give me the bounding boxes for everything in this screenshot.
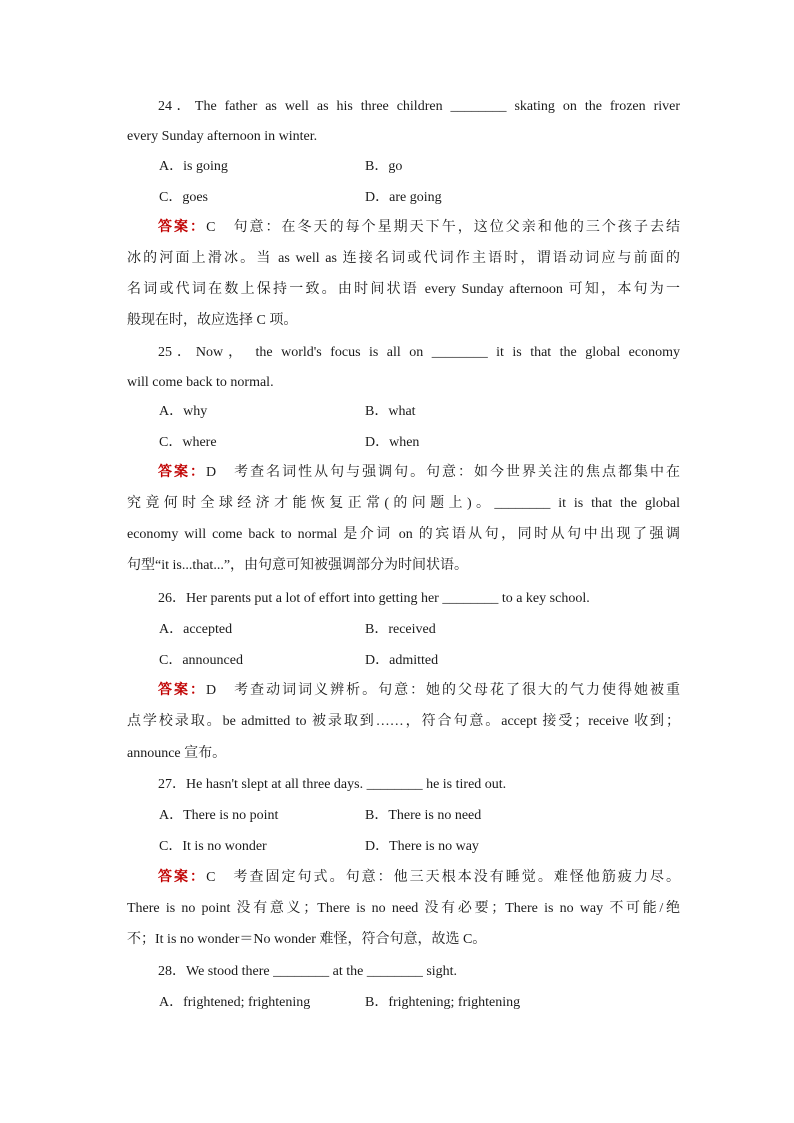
question-24-option-c: C．goes [159,190,208,205]
question-27-stem-line-1: 27．He hasn't slept at all three days. ________ he is tired out. [158,777,507,792]
question-26-explanation-line-3: announce 宣布。 [127,746,227,761]
answer-label: 答案： [158,220,207,235]
question-26-option-c: C．announced [159,653,243,668]
question-27-explanation-line-3: 不；It is no wonder＝No wonder 难怪，符合句意，故选 C。 [127,932,487,947]
question-25-stem-line-2: will come back to normal. [127,375,274,390]
answer-label: 答案： [158,465,206,480]
question-25-option-b: B．what [365,404,416,419]
question-24-explanation-line-2: 冰的河面上滑冰。当 as well as 连接名词或代词作主语时，谓语动词应与前面的 [127,251,680,266]
question-28-stem-line-1: 28．We stood there ________ at the ________ sight. [158,964,458,979]
question-27-option-b: B．There is no need [365,808,482,823]
question-24-explanation-line-1 [158,217,680,239]
question-25-explanation-line-3: economy will come back to normal 是介词 on 的宾语从句，同时从句中出现了强调 [127,527,680,542]
question-28-option-a: A．frightened; frightening [159,995,311,1010]
question-26-option-b: B．received [365,622,436,637]
question-26-explanation-line-1 [158,680,680,702]
question-27-option-c: C．It is no wonder [159,839,267,854]
question-25-option-a: A．why [159,404,208,419]
question-27-option-a: A．There is no point [159,808,279,823]
question-26-option-a: A．accepted [159,622,233,637]
question-28-option-b: B．frightening; frightening [365,995,521,1010]
question-25-option-c: C．where [159,435,217,450]
answer-label: 答案： [158,870,207,885]
question-24-option-d: D．are going [365,190,442,205]
question-24-stem-line-2: every Sunday afternoon in winter. [127,129,318,144]
question-24-option-b: B．go [365,159,403,174]
explanation-text: C 考查固定句式。句意：他三天根本没有睡觉。难怪他筋疲力尽。 [206,870,680,885]
question-25-explanation-line-4: 句型“it is...that...”，由句意可知被强调部分为时间状语。 [127,558,469,573]
question-25-stem-line-1: 25．Now， the world's focus is all on ________ it is that the global economy [158,345,680,360]
explanation-text: D 考查动词词义辨析。句意：她的父母花了很大的气力使得她被重 [206,683,681,698]
question-24-stem-line-1: 24．The father as well as his three children ________ skating on the frozen river [158,99,680,114]
question-27-explanation-line-1 [158,867,680,889]
question-26-explanation-line-2: 点学校录取。be admitted to 被录取到……，符合句意。accept 接受；receive 收到； [127,714,680,729]
question-24-option-a: A．is going [159,159,228,174]
explanation-text: D 考查名词性从句与强调句。句意：如今世界关注的焦点都集中在 [206,465,681,480]
question-26-stem-line-1: 26．Her parents put a lot of effort into getting her ________ to a key school. [158,591,590,606]
question-25-explanation-line-1 [158,462,680,484]
explanation-text: C 句意：在冬天的每个星期天下午，这位父亲和他的三个孩子去结 [206,220,680,235]
question-25-option-d: D．when [365,435,420,450]
question-25-explanation-line-2: 究竟何时全球经济才能恢复正常(的问题上)。________ it is that the global [127,496,680,511]
answer-label: 答案： [158,683,206,698]
question-27-explanation-line-2: There is no point 没有意义；There is no need 没有必要；There is no way 不可能/绝 [127,901,680,916]
question-26-option-d: D．admitted [365,653,439,668]
question-27-option-d: D．There is no way [365,839,479,854]
question-24-explanation-line-4: 般现在时，故应选择 C 项。 [127,313,298,328]
question-24-explanation-line-3: 名词或代词在数上保持一致。由时间状语 every Sunday afternoon 可知，本句为一 [127,282,680,297]
